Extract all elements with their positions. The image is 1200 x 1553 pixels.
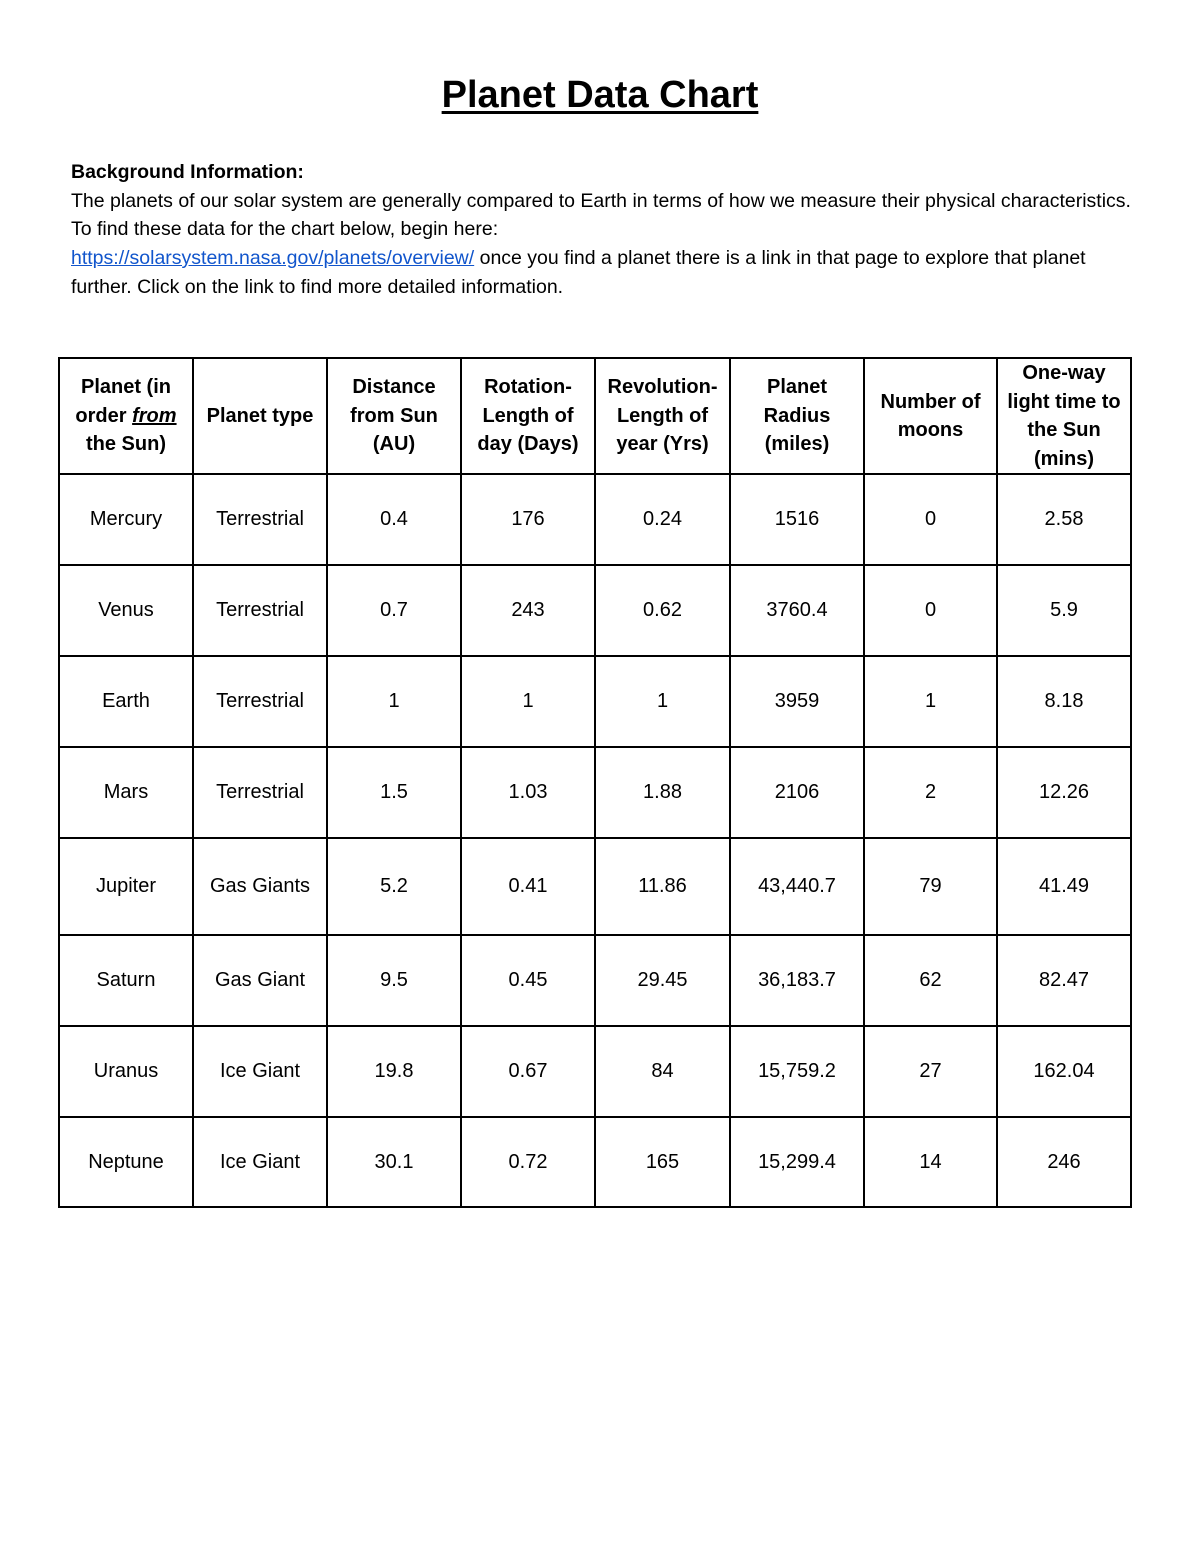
cell-radius: 43,440.7 [730, 838, 864, 935]
table-row [59, 935, 1131, 1026]
cell-revolution: 165 [595, 1117, 730, 1207]
cell-planet: Neptune [59, 1117, 193, 1207]
cell-light-time: 5.9 [997, 565, 1131, 656]
cell-distance: 19.8 [327, 1026, 461, 1117]
table-row [59, 565, 1131, 656]
cell-revolution: 11.86 [595, 838, 730, 935]
header-distance: Distance from Sun (AU) [327, 358, 461, 474]
background-heading: Background Information: [71, 161, 304, 183]
cell-radius: 2106 [730, 747, 864, 838]
cell-light-time: 82.47 [997, 935, 1131, 1026]
cell-type: Gas Giants [193, 838, 327, 935]
cell-planet: Venus [59, 565, 193, 656]
planet-data-table [58, 357, 1132, 1208]
cell-planet: Mercury [59, 474, 193, 565]
cell-moons: 62 [864, 935, 997, 1026]
header-radius: Planet Radius (miles) [730, 358, 864, 474]
header-planet-emphasis: from [132, 404, 177, 427]
page-title: Planet Data Chart [441, 74, 759, 116]
cell-light-time: 2.58 [997, 474, 1131, 565]
cell-moons: 2 [864, 747, 997, 838]
table-row [59, 1026, 1131, 1117]
table-row [59, 656, 1131, 747]
cell-moons: 0 [864, 565, 997, 656]
header-moons: Number of moons [864, 358, 997, 474]
cell-type: Ice Giant [193, 1117, 327, 1207]
cell-distance: 30.1 [327, 1117, 461, 1207]
cell-light-time: 246 [997, 1117, 1131, 1207]
background-text-2: once you find a planet there is a link in that page to explore that planet further. Click on the link to find more detailed information. [71, 247, 1086, 298]
cell-distance: 9.5 [327, 935, 461, 1026]
header-planet: Planet (in order from the Sun) [59, 358, 193, 474]
cell-revolution: 0.24 [595, 474, 730, 565]
cell-rotation: 176 [461, 474, 595, 565]
cell-light-time: 12.26 [997, 747, 1131, 838]
cell-distance: 5.2 [327, 838, 461, 935]
cell-rotation: 0.41 [461, 838, 595, 935]
cell-planet: Jupiter [59, 838, 193, 935]
cell-radius: 1516 [730, 474, 864, 565]
cell-moons: 1 [864, 656, 997, 747]
table-row [59, 474, 1131, 565]
cell-light-time: 41.49 [997, 838, 1131, 935]
cell-radius: 15,759.2 [730, 1026, 864, 1117]
cell-planet: Mars [59, 747, 193, 838]
cell-distance: 0.4 [327, 474, 461, 565]
cell-planet: Earth [59, 656, 193, 747]
table-row [59, 1117, 1131, 1207]
cell-revolution: 29.45 [595, 935, 730, 1026]
cell-revolution: 1.88 [595, 747, 730, 838]
table-row [59, 747, 1131, 838]
cell-light-time: 8.18 [997, 656, 1131, 747]
cell-planet: Uranus [59, 1026, 193, 1117]
cell-type: Ice Giant [193, 1026, 327, 1117]
cell-type: Terrestrial [193, 747, 327, 838]
header-planet-type: Planet type [193, 358, 327, 474]
table-row [59, 838, 1131, 935]
cell-radius: 3959 [730, 656, 864, 747]
table-header-row [59, 358, 1131, 474]
cell-moons: 0 [864, 474, 997, 565]
cell-type: Terrestrial [193, 474, 327, 565]
cell-light-time: 162.04 [997, 1026, 1131, 1117]
header-rotation: Rotation- Length of day (Days) [461, 358, 595, 474]
cell-rotation: 1.03 [461, 747, 595, 838]
cell-type: Gas Giant [193, 935, 327, 1026]
cell-revolution: 1 [595, 656, 730, 747]
cell-radius: 36,183.7 [730, 935, 864, 1026]
cell-rotation: 0.45 [461, 935, 595, 1026]
header-revolution: Revolution- Length of year (Yrs) [595, 358, 730, 474]
cell-moons: 79 [864, 838, 997, 935]
cell-radius: 3760.4 [730, 565, 864, 656]
cell-type: Terrestrial [193, 565, 327, 656]
nasa-overview-link[interactable]: https://solarsystem.nasa.gov/planets/overview/ [71, 247, 475, 270]
cell-radius: 15,299.4 [730, 1117, 864, 1207]
background-information [71, 158, 1131, 302]
cell-revolution: 0.62 [595, 565, 730, 656]
cell-type: Terrestrial [193, 656, 327, 747]
cell-rotation: 243 [461, 565, 595, 656]
cell-distance: 1.5 [327, 747, 461, 838]
cell-moons: 27 [864, 1026, 997, 1117]
cell-distance: 1 [327, 656, 461, 747]
cell-rotation: 0.67 [461, 1026, 595, 1117]
background-text-1: The planets of our solar system are generally compared to Earth in terms of how we measure their physical characteristics. To find these data for the chart below, begin here: [71, 189, 1131, 241]
cell-moons: 14 [864, 1117, 997, 1207]
cell-rotation: 0.72 [461, 1117, 595, 1207]
cell-revolution: 84 [595, 1026, 730, 1117]
header-light-time: One-way light time to the Sun (mins) [997, 358, 1131, 474]
cell-rotation: 1 [461, 656, 595, 747]
cell-distance: 0.7 [327, 565, 461, 656]
background-paragraph [71, 187, 1131, 302]
cell-planet: Saturn [59, 935, 193, 1026]
